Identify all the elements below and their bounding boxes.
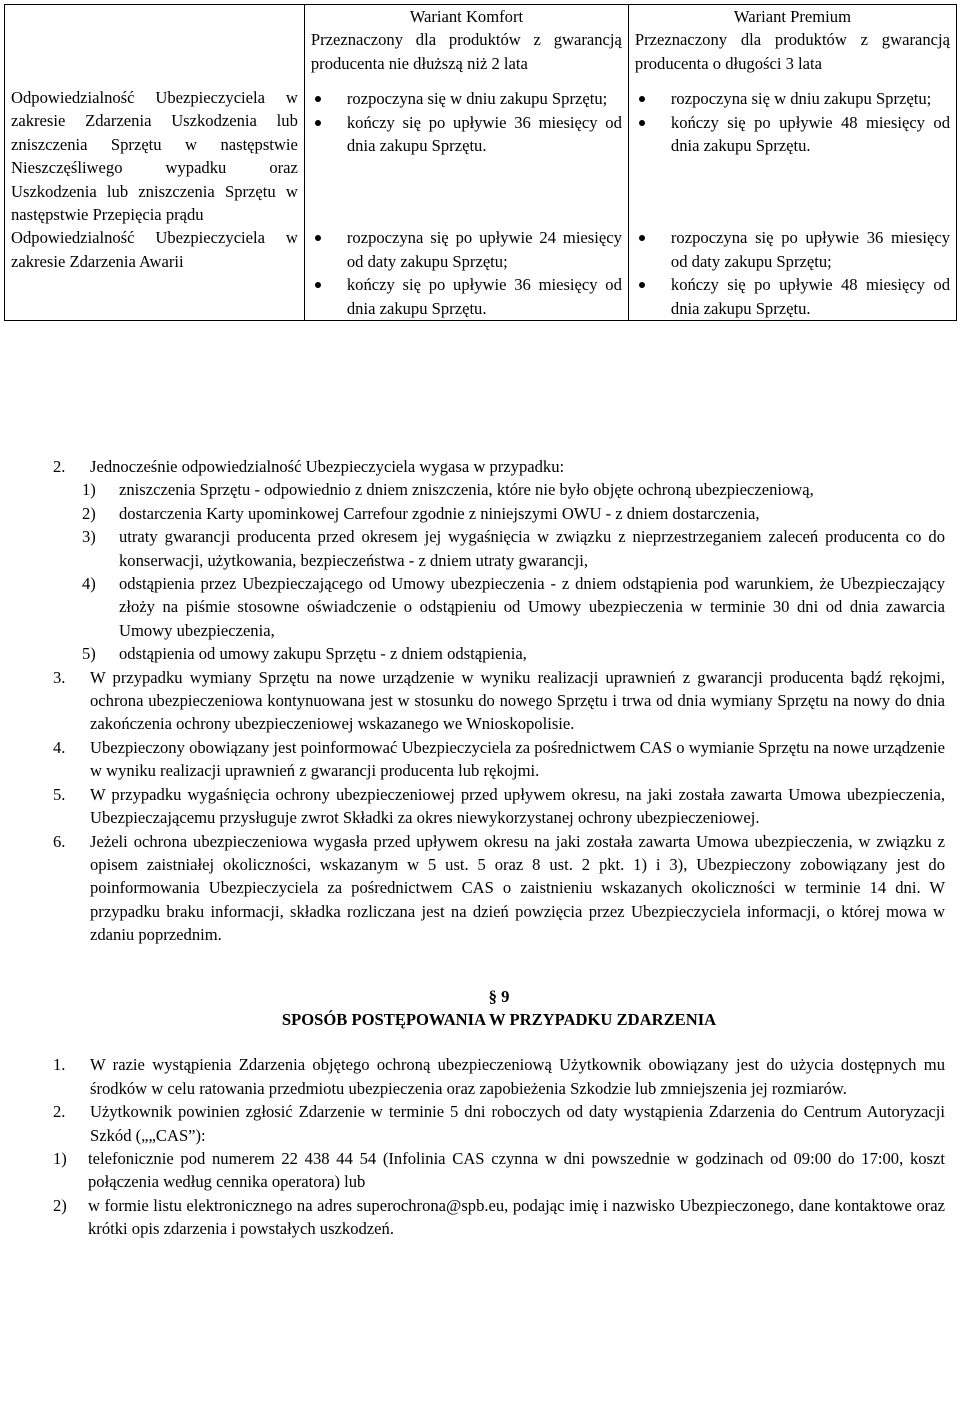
- sub-item-number: 1): [82, 480, 96, 500]
- paragraph-6: [53, 830, 945, 947]
- paragraph-text: W razie wystąpienia Zdarzenia objętego ochroną ubezpieczeniową Użytkownik obowiązany jest do użycia dostępnych mu środków w celu ratowania przedmiotu ubezpieczenia oraz zapobieżenia Szkodzie lub zmniejszenia jej rozmiarów.: [90, 1055, 945, 1098]
- paragraph-text: Ubezpieczony obowiązany jest poinformować Ubezpieczyciela za pośrednictwem CAS o wymianie Sprzętu na nowe urządzenie w wyniku realizacji uprawnień z gwarancji producenta lub rękojmi.: [90, 737, 945, 781]
- sub-item-2: [16, 502, 945, 525]
- sub-item-number: 5): [82, 644, 96, 664]
- paragraph-number: 1.: [53, 1055, 66, 1075]
- section-number: 9: [501, 986, 510, 1006]
- list-item: kończy się po upływie 36 miesięcy od dnia zakupu Sprzętu.: [311, 111, 622, 158]
- list-item: kończy się po upływie 48 miesięcy od dnia zakupu Sprzętu.: [635, 111, 950, 158]
- coverage-scope-cell: [5, 5, 305, 321]
- sub-item-text: odstąpienia przez Ubezpieczającego od Umowy ubezpieczenia - z dniem odstąpienia pod warunkiem, że Ubezpieczający złoży na piśmie stosowne oświadczenie o odstąpieniu od Umowy ubezpieczenia w terminie 30 dni od dnia zawarcia Umowy ubezpieczenia,: [119, 574, 945, 640]
- scope-damage-text: Odpowiedzialność Ubezpieczyciela w zakresie Zdarzenia Uszkodzenia lub zniszczenia Sprzętu w następstwie Nieszczęśliwego wypadku oraz Uszkodzenia lub zniszczenia Sprzętu w następstwie Przepięcia prądu: [11, 88, 298, 225]
- variant-komfort-title: Wariant Komfort: [409, 7, 524, 26]
- sub-item-number: 3): [82, 527, 96, 547]
- s9-sub-item-1: [16, 1147, 945, 1194]
- sub-item-text: w formie listu elektronicznego na adres superochrona@spb.eu, podając imię i nazwisko Ubezpieczonego, dane kontaktowe oraz krótki opis zdarzenia i powstałych uszkodzeń.: [88, 1195, 945, 1239]
- list-item: rozpoczyna się po upływie 36 miesięcy od daty zakupu Sprzętu;: [635, 226, 950, 273]
- premium-damage-period: [635, 87, 950, 157]
- s9-sub-item-2: [16, 1194, 945, 1241]
- list-item: rozpoczyna się w dniu zakupu Sprzętu;: [635, 87, 950, 110]
- paragraph-number: 2.: [53, 457, 66, 476]
- coverage-table: [4, 4, 957, 321]
- premium-failure-period: [635, 226, 950, 320]
- sub-item-4: [16, 572, 945, 642]
- sub-item-text: zniszczenia Sprzętu - odpowiednio z dniem zniszczenia, które nie było objęte ochroną ubezpieczeniową,: [119, 480, 814, 500]
- list-item: kończy się po upływie 36 miesięcy od dnia zakupu Sprzętu.: [311, 273, 622, 320]
- variant-komfort-desc: Przeznaczony dla produktów z gwarancją producenta nie dłuższą niż 2 lata: [310, 30, 622, 73]
- komfort-failure-period: [311, 226, 622, 320]
- paragraph-text: Użytkownik powinien zgłosić Zdarzenie w terminie 5 dni roboczych od daty wystąpienia Zdarzenia do Centrum Autoryzacji Szkód („„CAS”):: [90, 1102, 945, 1145]
- paragraph-number: 2.: [53, 1102, 66, 1122]
- sub-item-number: 4): [82, 574, 96, 594]
- komfort-damage-period: [311, 87, 622, 157]
- paragraph-text: W przypadku wymiany Sprzętu na nowe urządzenie w wyniku realizacji uprawnień z gwarancji producenta bądź rękojmi, ochrona ubezpieczeniowa kontynuowana jest w stosunku do nowego Sprzętu i trwa od dnia wymiany Sprzętu na nowy do dnia zakończenia ochrony ubezpieczeniowej wskazanego we Wnioskopolisie.: [90, 667, 945, 734]
- section-symbol: §: [488, 986, 497, 1006]
- s9-paragraph-1: [53, 1053, 945, 1100]
- paragraph-text: W przypadku wygaśnięcia ochrony ubezpieczeniowej przed upływem okresu, na jaki została zawarta Umowa ubezpieczenia, Ubezpieczającemu przysługuje zwrot Składki za okres niewykorzystanej ochrony ubezpieczeniowej.: [90, 784, 945, 828]
- variant-premium-title: Wariant Premium: [733, 7, 851, 26]
- paragraph-number: 5.: [53, 784, 66, 804]
- sub-item-text: telefonicznie pod numerem 22 438 44 54 (Infolinia CAS czynna w dni powszednie w godzinach od 09:00 do 17:00, koszt połączenia według cennika operatora) lub: [88, 1148, 945, 1192]
- paragraph-3: [53, 666, 945, 736]
- paragraph-number: 6.: [53, 831, 66, 851]
- paragraph-text: Jednocześnie odpowiedzialność Ubezpieczyciela wygasa w przypadku:: [90, 457, 565, 476]
- paragraph-2: [53, 455, 945, 478]
- sub-item-text: odstąpienia od umowy zakupu Sprzętu - z dniem odstąpienia,: [119, 644, 527, 664]
- paragraph-5: [53, 783, 945, 830]
- section-9-number: [53, 985, 945, 1008]
- paragraph-number: 3.: [53, 667, 66, 687]
- sub-item-3: [16, 525, 945, 572]
- list-item: rozpoczyna się w dniu zakupu Sprzętu;: [311, 87, 622, 110]
- list-item: kończy się po upływie 48 miesięcy od dnia zakupu Sprzętu.: [635, 273, 950, 320]
- document-body: [53, 455, 945, 1241]
- sub-item-number: 1): [53, 1148, 67, 1168]
- sub-item-text: dostarczenia Karty upominkowej Carrefour zgodnie z niniejszymi OWU - z dniem dostarczenia,: [119, 503, 760, 523]
- s9-paragraph-2: [53, 1100, 945, 1147]
- sub-item-text: utraty gwarancji producenta przed okresem jej wygaśnięcia w związku z nieprzestrzeganiem zaleceń producenta co do konserwacji, użytkowania, bezpieczeństwa - z dniem utraty gwarancji,: [119, 527, 945, 570]
- variant-premium-desc: Przeznaczony dla produktów z gwarancją producenta o długości 3 lata: [634, 30, 950, 73]
- sub-item-number: 2): [82, 503, 96, 523]
- list-item: rozpoczyna się po upływie 24 miesięcy od daty zakupu Sprzętu;: [311, 226, 622, 273]
- sub-item-5: [16, 642, 945, 665]
- section-9-title: SPOSÓB POSTĘPOWANIA W PRZYPADKU ZDARZENIA: [281, 1009, 717, 1029]
- paragraph-4: [53, 736, 945, 783]
- variant-komfort-cell: [304, 5, 628, 321]
- scope-failure-text: Odpowiedzialność Ubezpieczyciela w zakresie Zdarzenia Awarii: [11, 228, 298, 271]
- sub-item-number: 2): [53, 1195, 67, 1215]
- variant-premium-cell: [628, 5, 956, 321]
- paragraph-number: 4.: [53, 737, 66, 757]
- sub-item-1: [16, 478, 945, 501]
- paragraph-text: Jeżeli ochrona ubezpieczeniowa wygasła przed upływem okresu na jaki została zawarta Umowa ubezpieczenia, w związku z opisem zaistniałej okoliczności, wskazanym w 5 ust. 5 oraz 8 ust. 2 pkt. 1) i 3), Ubezpieczony zobowiązany jest do poinformowania Ubezpieczyciela za pośrednictwem CAS o zaistnieniu wskazanych okoliczności w terminie 14 dni. W przypadku braku informacji, składka rozliczana jest na dzień powzięcia przez Ubezpieczyciela informacji, o której mowa w zdaniu poprzednim.: [90, 831, 945, 945]
